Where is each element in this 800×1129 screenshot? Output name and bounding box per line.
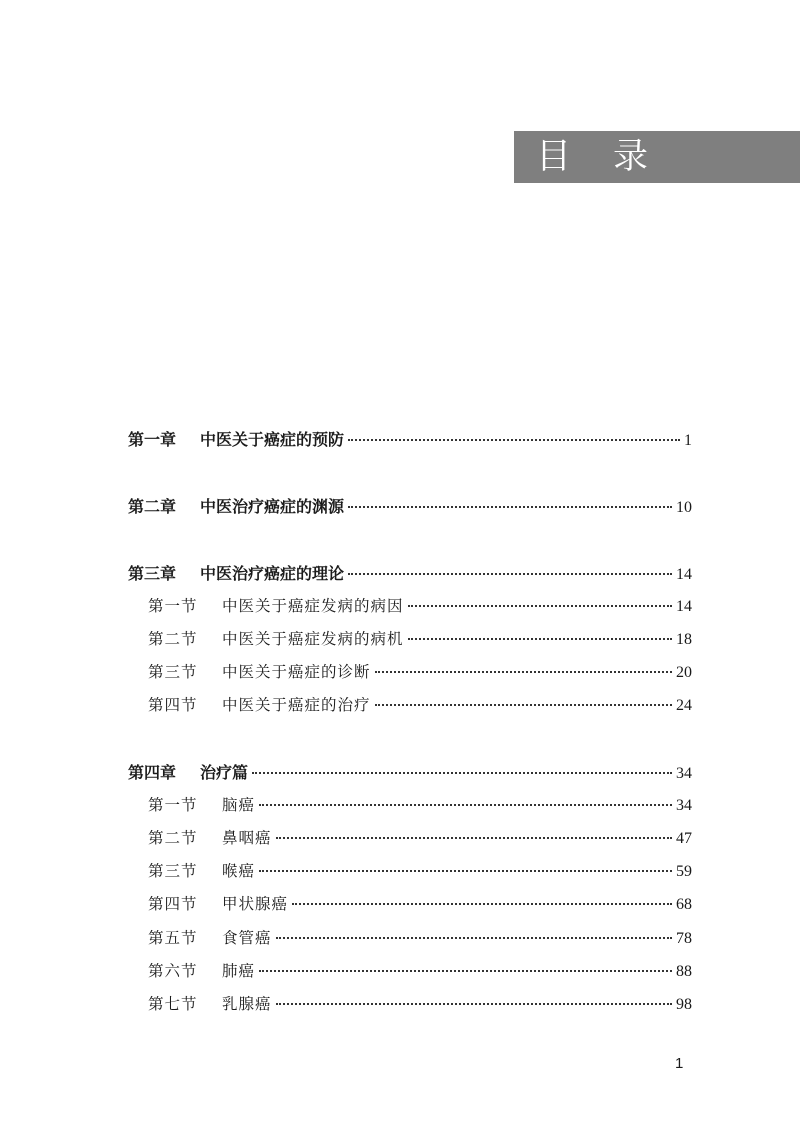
entry-title: 中医关于癌症的治疗 (222, 696, 371, 714)
toc-entry-section[interactable] (148, 660, 692, 686)
toc-entry-section[interactable] (148, 693, 692, 719)
entry-number: 第二节 (148, 829, 198, 847)
dot-leader (375, 704, 672, 706)
entry-page-number: 24 (676, 697, 692, 714)
entry-title: 中医关于癌症的预防 (200, 430, 345, 449)
entry-page-number: 47 (676, 830, 692, 847)
dot-leader (292, 903, 672, 905)
entry-number: 第一节 (148, 796, 198, 814)
dot-leader (375, 671, 672, 673)
entry-title: 中医关于癌症发病的病因 (222, 597, 404, 615)
entry-page-number: 14 (676, 598, 692, 615)
entry-number: 第一节 (148, 597, 198, 615)
entry-number: 第二节 (148, 630, 198, 648)
dot-leader (276, 837, 672, 839)
entry-page-number: 78 (676, 930, 692, 947)
toc-entry-section[interactable] (148, 959, 692, 985)
entry-number: 第三节 (148, 663, 198, 681)
toc-entry-chapter-4[interactable] (128, 760, 692, 786)
entry-title: 甲状腺癌 (222, 895, 289, 913)
entry-number: 第三节 (148, 862, 198, 880)
toc-entry-section[interactable] (148, 826, 692, 852)
entry-number: 第四节 (148, 696, 198, 714)
dot-leader (259, 970, 672, 972)
entry-number: 第五节 (148, 929, 198, 947)
entry-number: 第二章 (128, 497, 177, 516)
entry-title: 中医关于癌症的诊断 (222, 663, 371, 681)
entry-title: 脑癌 (222, 796, 256, 814)
toc-title-char-2: 录 (613, 137, 691, 177)
entry-title: 食管癌 (222, 929, 272, 947)
toc-entry-chapter-1[interactable] (128, 427, 692, 453)
entry-number: 第七节 (148, 995, 198, 1013)
toc-entry-chapter-3[interactable] (128, 561, 692, 587)
entry-page-number: 20 (676, 664, 692, 681)
dot-leader (348, 573, 672, 575)
dot-leader (259, 870, 672, 872)
dot-leader (348, 506, 672, 508)
dot-leader (276, 937, 672, 939)
entry-page-number: 10 (676, 499, 692, 516)
dot-leader (348, 439, 680, 441)
dot-leader (252, 772, 672, 774)
entry-title: 中医治疗癌症的渊源 (200, 497, 345, 516)
entry-page-number: 14 (676, 566, 692, 583)
dot-leader (408, 605, 672, 607)
toc-entry-section[interactable] (148, 793, 692, 819)
toc-entry-section[interactable] (148, 627, 692, 653)
entry-title: 鼻咽癌 (222, 829, 272, 847)
entry-page-number: 59 (676, 863, 692, 880)
entry-title: 乳腺癌 (222, 995, 272, 1013)
entry-title: 中医治疗癌症的理论 (200, 564, 345, 583)
toc-entry-chapter-2[interactable] (128, 494, 692, 520)
entry-number: 第三章 (128, 564, 177, 583)
toc-title-char-1: 目 (536, 137, 614, 177)
dot-leader (408, 638, 672, 640)
toc-entry-section[interactable] (148, 594, 692, 620)
entry-page-number: 18 (676, 631, 692, 648)
entry-title: 肺癌 (222, 962, 256, 980)
entry-page-number: 1 (684, 432, 692, 449)
page-folio-number: 1 (675, 1055, 684, 1072)
toc-entry-section[interactable] (148, 992, 692, 1018)
entry-page-number: 88 (676, 963, 692, 980)
entry-page-number: 98 (676, 996, 692, 1013)
entry-number: 第一章 (128, 430, 177, 449)
entry-title: 治疗篇 (200, 763, 249, 782)
entry-page-number: 34 (676, 765, 692, 782)
entry-number: 第四章 (128, 763, 177, 782)
entry-number: 第六节 (148, 962, 198, 980)
entry-number: 第四节 (148, 895, 198, 913)
toc-entry-section[interactable] (148, 926, 692, 952)
entry-page-number: 68 (676, 896, 692, 913)
entry-title: 中医关于癌症发病的病机 (222, 630, 404, 648)
entry-page-number: 34 (676, 797, 692, 814)
dot-leader (259, 804, 672, 806)
dot-leader (276, 1003, 672, 1005)
entry-title: 喉癌 (222, 862, 256, 880)
toc-entry-section[interactable] (148, 859, 692, 885)
toc-entry-section[interactable] (148, 892, 692, 918)
